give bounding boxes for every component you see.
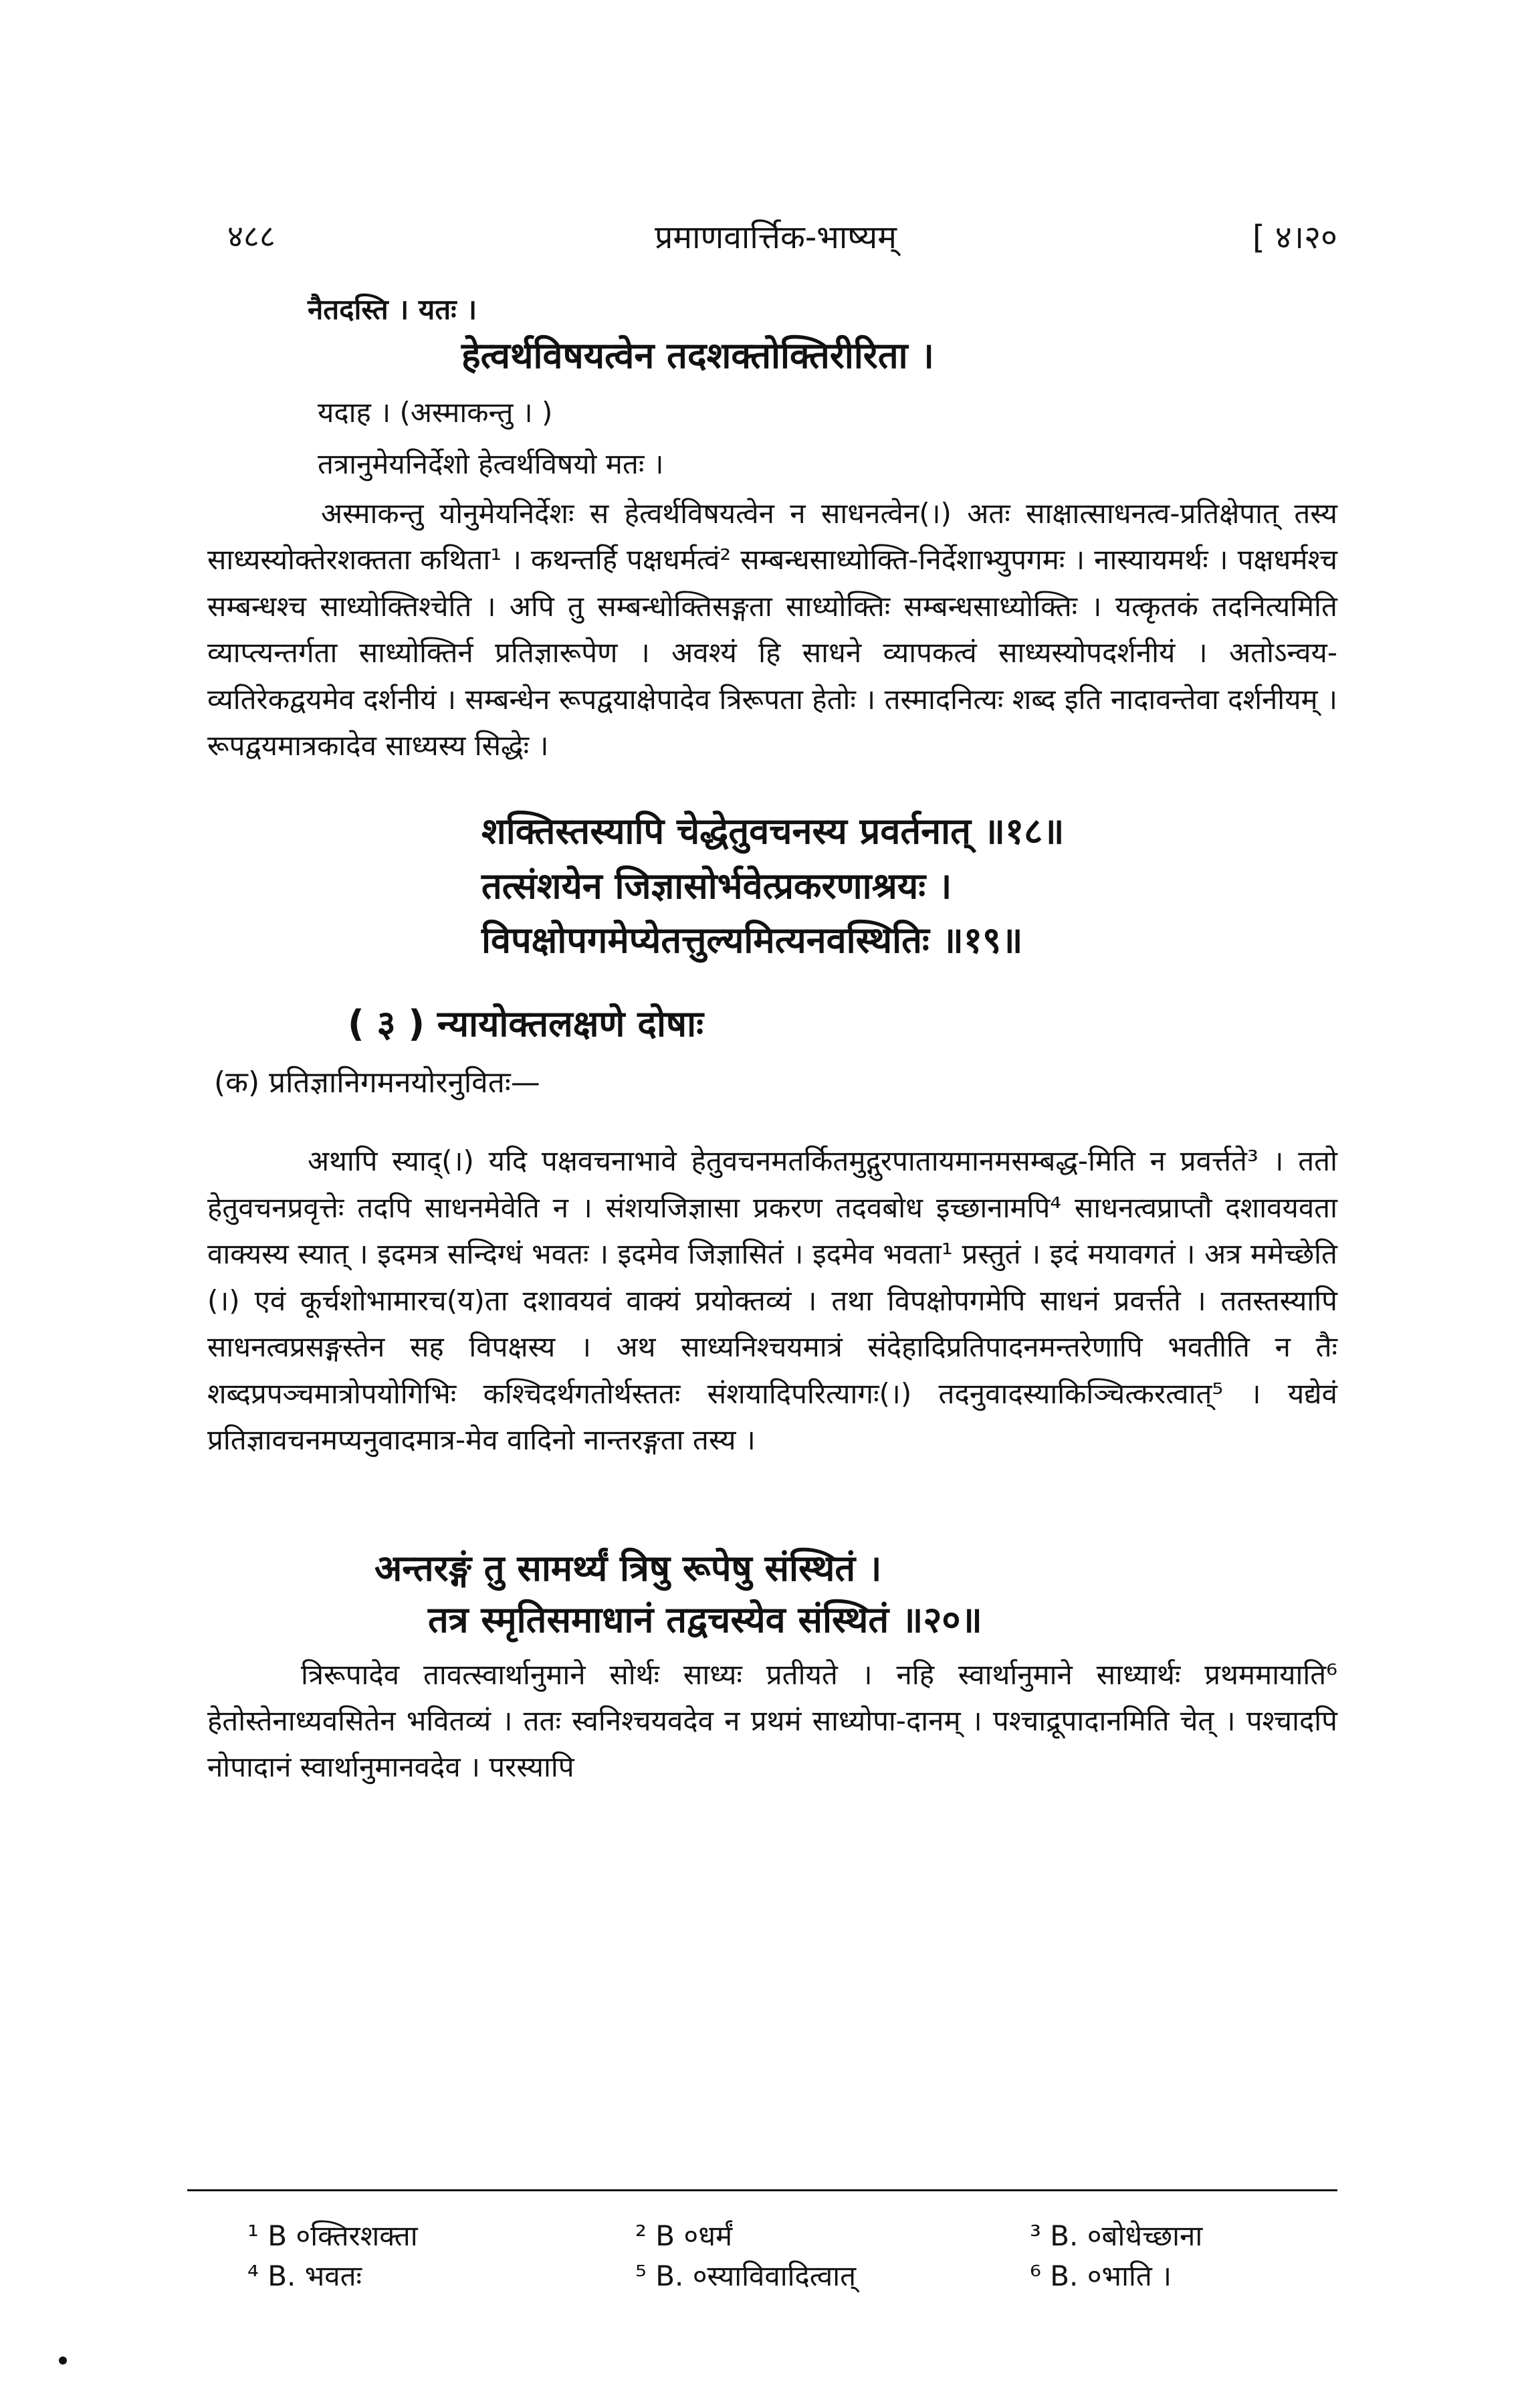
- verse-hetvartha: हेत्वर्थविषयत्वेन तदशक्तोक्तिरीरिता ।: [461, 334, 934, 377]
- footnote-3: ³ B. ०बोधेच्छाना: [1030, 2219, 1203, 2252]
- verse-18-line-1: शक्तिस्तस्यापि चेद्धेतुवचनस्य प्रवर्तनात् ॥१८॥: [481, 810, 1065, 853]
- footnote-1: ¹ B ०क्तिरशक्ता: [247, 2219, 418, 2252]
- page-header: [214, 215, 1337, 262]
- commentary-paragraph-2: अथापि स्याद्(।) यदि पक्षवचनाभावे हेतुवचनमतर्कितमुद्गुरपातायमानमसम्बद्ध-मिति न प्रवर्त्तते³ । ततो हेतुवचनप्रवृत्तेः तदपि साधनमेवेति न । संशयजिज्ञासा प्रकरण तदवबोध इच्छानामपि⁴ साधनत्वप्राप्तौ दशावयवता वाक्यस्य स्यात् । इदमत्र सन्दिग्धं भवतः । इदमेव जिज्ञासितं । इदमेव भवता¹ प्रस्तुतं । इदं मयावगतं । अत्र ममेच्छेति (।) एवं कूर्चशोभामारच(य)ता दशावयवं वाक्यं प्रयोक्तव्यं । तथा विपक्षोपगमेपि साधनं प्रवर्त्तते । ततस्तस्यापि साधनत्वप्रसङ्गस्तेन सह विपक्षस्य । अथ साध्यनिश्चयमात्रं संदेहादिप्रतिपादनमन्तरेणापि भवतीति न तैः शब्दप्रपञ्चमात्रोपयोगिभिः कश्चिदर्थगतोर्थस्ततः संशयादिपरित्यागः(।) तदनुवादस्याकिञ्चित्करत्वात्⁵ । यद्येवं प्रतिज्ञावचनमप्यनुवादमात्र-मेव वादिनो नान्तरङ्गता तस्य ।: [207, 1144, 1337, 1456]
- subheading-ka: (क) प्रतिज्ञानिगमनयोरनुवितः—: [214, 1065, 540, 1100]
- section-reference: [ ४।२०: [1252, 219, 1337, 257]
- footnote-rule: [187, 2189, 1337, 2191]
- commentary-paragraph-1: अस्माकन्तु योनुमेयनिर्देशः स हेत्वर्थविषयत्वेन न साधनत्वेन(।) अतः साक्षात्साधनत्व-प्रतिक्षेपात् तस्य साध्यस्योक्तेरशक्तता कथिता¹ । कथन्तर्हि पक्षधर्मत्वं² सम्बन्धसाध्योक्ति-निर्देशाभ्युपगमः । नास्यायमर्थः । पक्षधर्मश्च सम्बन्धश्च साध्योक्तिश्चेति । अपि तु सम्बन्धोक्तिसङ्गता साध्योक्तिः सम्बन्धसाध्योक्तिः । यत्कृतकं तदनित्यमिति व्याप्त्यन्तर्गता साध्योक्तिर्न प्रतिज्ञारूपेण । अवश्यं हि साधने व्यापकत्वं साध्यस्योपदर्शनीयं । अतोऽन्वय-व्यतिरेकद्वयमेव दर्शनीयं । सम्बन्धेन रूपद्वयाक्षेपादेव त्रिरूपता हेतोः । तस्मादनित्यः शब्द इति नादावन्तेवा दर्शनीयम् । रूपद्वयमात्रकादेव साध्यस्य सिद्धेः ।: [207, 496, 1337, 762]
- verse-18-line-2: तत्संशयेन जिज्ञासोर्भवेत्प्रकरणाश्रयः ।: [481, 864, 952, 907]
- footnote-2: ² B ०धर्मं: [635, 2219, 733, 2252]
- page-number: ४८८: [227, 218, 276, 255]
- verse-19-line-3: विपक्षोपगमेप्येतत्तुल्यमित्यनवस्थितिः ॥१९॥: [481, 919, 1023, 962]
- footnote-4: ⁴ B. भवतः: [247, 2259, 362, 2292]
- commentary-paragraph-3: त्रिरूपादेव तावत्स्वार्थानुमाने सोर्थः साध्यः प्रतीयते । नहि स्वार्थानुमाने साध्यार्थः प्रथममायाति⁶ हेतोस्तेनाध्यवसितेन भवितव्यं । ततः स्वनिश्चयवदेव न प्रथमं साध्योपा-दानम् । पश्चाद्रूपादानमिति चेत् । पश्चादपि नोपादानं स्वार्थानुमानवदेव । परस्यापि: [207, 1658, 1337, 1784]
- quote-intro-line: यदाह । (अस्माकन्तु । ): [318, 396, 553, 429]
- running-title: प्रमाणवार्त्तिक-भाष्यम्: [655, 219, 897, 257]
- footnote-5: ⁵ B. ०स्याविवादित्वात्: [635, 2259, 857, 2292]
- footnote-6: ⁶ B. ०भाति ।: [1030, 2259, 1172, 2292]
- quoted-verse-line: तत्रानुमेयनिर्देशो हेत्वर्थविषयो मतः ।: [318, 447, 664, 481]
- section-heading-3: ( ३ ) न्यायोक्तलक्षणे दोषाः: [348, 1003, 704, 1045]
- verse-20-line-1: अन्तरङ्गं तु सामर्थ्यं त्रिषु रूपेषु संस्थितं ।: [374, 1546, 882, 1589]
- scan-speck: [59, 2356, 67, 2365]
- intro-line: नैतदस्ति । यतः ।: [308, 292, 477, 326]
- verse-20-line-2: तत्र स्मृतिसमाधानं तद्वचस्येव संस्थितं ॥२०॥: [428, 1598, 982, 1641]
